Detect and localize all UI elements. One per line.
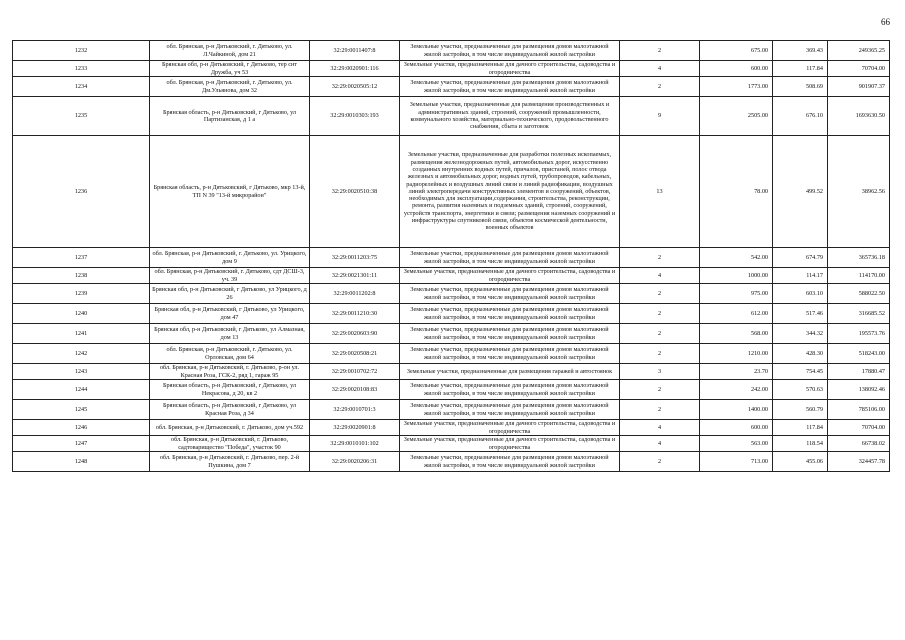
specific-value-cell: 508.69 bbox=[773, 77, 828, 97]
address-cell: Брянская обл, р-н Дятьковский, г Дятьково, ул Урицкого, д 26 bbox=[150, 284, 310, 304]
area-cell: 600.00 bbox=[700, 420, 773, 436]
group-number-cell: 2 bbox=[620, 248, 700, 268]
group-number-cell: 4 bbox=[620, 436, 700, 452]
area-cell: 675.00 bbox=[700, 41, 773, 61]
specific-value-cell: 517.46 bbox=[773, 304, 828, 324]
specific-value-cell: 117.84 bbox=[773, 61, 828, 77]
cadastral-number-cell: 32:29:0020510:38 bbox=[310, 136, 400, 248]
area-cell: 23.70 bbox=[700, 364, 773, 380]
group-number-cell: 2 bbox=[620, 452, 700, 472]
cadastral-number-cell: 32:29:0020108:83 bbox=[310, 380, 400, 400]
area-cell: 612.00 bbox=[700, 304, 773, 324]
cadastral-value-cell: 365736.18 bbox=[828, 248, 890, 268]
specific-value-cell: 455.06 bbox=[773, 452, 828, 472]
page-number: 66 bbox=[881, 17, 890, 27]
address-cell: Брянская область, р-н Дятьковский, г Дятьково, ул Красная Роза, д 34 bbox=[150, 400, 310, 420]
row-number: 1240 bbox=[13, 304, 150, 324]
group-number-cell: 2 bbox=[620, 400, 700, 420]
address-cell: Брянская обл, р-н Дятьковский, г Дятьково, тер снт Дружба, уч 53 bbox=[150, 61, 310, 77]
address-cell: обл. Брянская, р-н Дятьковский, г. Дятьково, сдт ДСШ-3, уч. 39 bbox=[150, 268, 310, 284]
cadastral-value-cell: 785106.00 bbox=[828, 400, 890, 420]
table-row bbox=[13, 41, 890, 61]
address-cell: обл. Брянская, р-н Дятьковский, г. Дятьково, ул. Урицкого, дом 9 bbox=[150, 248, 310, 268]
table-row bbox=[13, 136, 890, 248]
specific-value-cell: 114.17 bbox=[773, 268, 828, 284]
row-number: 1232 bbox=[13, 41, 150, 61]
cadastral-number-cell: 32:29:0010702:72 bbox=[310, 364, 400, 380]
cadastral-number-cell: 32:29:0021301:11 bbox=[310, 268, 400, 284]
land-use-cell: Земельные участки, предназначенные для размещения домов малоэтажной жилой застройки, в том числе индивидуальной жилой застройки bbox=[400, 324, 620, 344]
specific-value-cell: 603.10 bbox=[773, 284, 828, 304]
address-cell: Брянская обл, р-н Дятьковский, г Дятьково, ул Урицкого, дом 47 bbox=[150, 304, 310, 324]
specific-value-cell: 570.63 bbox=[773, 380, 828, 400]
specific-value-cell: 118.54 bbox=[773, 436, 828, 452]
land-use-cell: Земельные участки, предназначенные для дачного строительства, садоводства и огородничества bbox=[400, 61, 620, 77]
row-number: 1237 bbox=[13, 248, 150, 268]
table-row bbox=[13, 248, 890, 268]
specific-value-cell: 499.52 bbox=[773, 136, 828, 248]
group-number-cell: 4 bbox=[620, 61, 700, 77]
table-row bbox=[13, 436, 890, 452]
cadastral-number-cell: 32:29:0011202:8 bbox=[310, 284, 400, 304]
group-number-cell: 4 bbox=[620, 420, 700, 436]
table-row bbox=[13, 420, 890, 436]
address-cell: обл. Брянская, р-н Дятьковский, г. Дятьково, пер. 2-й Пушкина, дом 7 bbox=[150, 452, 310, 472]
cadastral-number-cell: 32:29:0011203:75 bbox=[310, 248, 400, 268]
area-cell: 563.00 bbox=[700, 436, 773, 452]
cadastral-value-cell: 70704.00 bbox=[828, 420, 890, 436]
row-number: 1241 bbox=[13, 324, 150, 344]
address-cell: Брянская область, р-н Дятьковский, г Дятьково, ул Партизанская, д 1 а bbox=[150, 97, 310, 136]
group-number-cell: 9 bbox=[620, 97, 700, 136]
cadastral-value-cell: 66738.02 bbox=[828, 436, 890, 452]
row-number: 1244 bbox=[13, 380, 150, 400]
row-number: 1234 bbox=[13, 77, 150, 97]
cadastral-value-cell: 316685.52 bbox=[828, 304, 890, 324]
land-use-cell: Земельные участки, предназначенные для размещения домов малоэтажной жилой застройки, в том числе индивидуальной жилой застройки bbox=[400, 77, 620, 97]
cadastral-value-cell: 38962.56 bbox=[828, 136, 890, 248]
area-cell: 1400.00 bbox=[700, 400, 773, 420]
land-use-cell: Земельные участки, предназначенные для дачного строительства, садоводства и огородничества bbox=[400, 268, 620, 284]
row-number: 1246 bbox=[13, 420, 150, 436]
table-row bbox=[13, 452, 890, 472]
group-number-cell: 2 bbox=[620, 344, 700, 364]
area-cell: 78.00 bbox=[700, 136, 773, 248]
row-number: 1245 bbox=[13, 400, 150, 420]
land-use-cell: Земельные участки, предназначенные для размещения домов малоэтажной жилой застройки, в том числе индивидуальной жилой застройки bbox=[400, 452, 620, 472]
area-cell: 542.00 bbox=[700, 248, 773, 268]
address-cell: обл. Брянская, р-н Дятьковский, г. Дятьково, дом уч.592 bbox=[150, 420, 310, 436]
specific-value-cell: 560.79 bbox=[773, 400, 828, 420]
address-cell: Брянская обл, р-н Дятьковский, г Дятьково, ул Алмазная, дом 13 bbox=[150, 324, 310, 344]
cadastral-value-cell: 518243.00 bbox=[828, 344, 890, 364]
cadastral-value-cell: 114170.00 bbox=[828, 268, 890, 284]
cadastral-value-cell: 138092.46 bbox=[828, 380, 890, 400]
cadastral-number-cell: 32:29:0010101:102 bbox=[310, 436, 400, 452]
table-row bbox=[13, 400, 890, 420]
cadastral-value-cell: 195573.76 bbox=[828, 324, 890, 344]
cadastral-value-cell: 901907.37 bbox=[828, 77, 890, 97]
group-number-cell: 4 bbox=[620, 268, 700, 284]
table-row bbox=[13, 77, 890, 97]
cadastral-value-cell: 249365.25 bbox=[828, 41, 890, 61]
row-number: 1235 bbox=[13, 97, 150, 136]
cadastral-number-cell: 32:29:0020206:31 bbox=[310, 452, 400, 472]
area-cell: 600.00 bbox=[700, 61, 773, 77]
group-number-cell: 2 bbox=[620, 284, 700, 304]
group-number-cell: 13 bbox=[620, 136, 700, 248]
specific-value-cell: 344.32 bbox=[773, 324, 828, 344]
row-number: 1248 bbox=[13, 452, 150, 472]
table-row bbox=[13, 268, 890, 284]
cadastral-number-cell: 32:29:0020505:12 bbox=[310, 77, 400, 97]
group-number-cell: 2 bbox=[620, 304, 700, 324]
address-cell: Брянская область, р-н Дятьковский, г Дятьково, ул Некрасова, д 20, кв 2 bbox=[150, 380, 310, 400]
table-row bbox=[13, 324, 890, 344]
row-number: 1247 bbox=[13, 436, 150, 452]
land-use-cell: Земельные участки, предназначенные для размещения домов малоэтажной жилой застройки, в том числе индивидуальной жилой застройки bbox=[400, 248, 620, 268]
address-cell: обл. Брянская, р-н Дятьковский, г. Дятьково, ул. Дм.Ульянова, дом 32 bbox=[150, 77, 310, 97]
row-number: 1243 bbox=[13, 364, 150, 380]
cadastral-number-cell: 32:29:0010701:3 bbox=[310, 400, 400, 420]
specific-value-cell: 674.79 bbox=[773, 248, 828, 268]
group-number-cell: 2 bbox=[620, 324, 700, 344]
cadastral-number-cell: 32:29:0020508:21 bbox=[310, 344, 400, 364]
cadastral-value-table bbox=[12, 40, 890, 472]
table-row bbox=[13, 97, 890, 136]
specific-value-cell: 428.30 bbox=[773, 344, 828, 364]
row-number: 1233 bbox=[13, 61, 150, 77]
cadastral-number-cell: 32:29:0020901:116 bbox=[310, 61, 400, 77]
specific-value-cell: 117.84 bbox=[773, 420, 828, 436]
land-use-cell: Земельные участки, предназначенные для размещения производственных и административных зданий, строений, сооружений промышленности, коммунального хозяйства, материально-технического, продовольственного снабжения, сбыта и заготовок bbox=[400, 97, 620, 136]
cadastral-value-cell: 1693630.50 bbox=[828, 97, 890, 136]
land-use-cell: Земельные участки, предназначенные для дачного строительства, садоводства и огородничества bbox=[400, 420, 620, 436]
cadastral-number-cell: 32:29:0020901:8 bbox=[310, 420, 400, 436]
cadastral-number-cell: 32:29:0011407:8 bbox=[310, 41, 400, 61]
specific-value-cell: 754.45 bbox=[773, 364, 828, 380]
cadastral-value-cell: 324457.78 bbox=[828, 452, 890, 472]
table-row bbox=[13, 364, 890, 380]
specific-value-cell: 676.10 bbox=[773, 97, 828, 136]
area-cell: 1773.00 bbox=[700, 77, 773, 97]
row-number: 1242 bbox=[13, 344, 150, 364]
specific-value-cell: 369.43 bbox=[773, 41, 828, 61]
group-number-cell: 2 bbox=[620, 77, 700, 97]
row-number: 1239 bbox=[13, 284, 150, 304]
address-cell: Брянская область, р-н Дятьковский, г Дятьково, мкр 13-й, ТП N 39 "13-й микрорайон" bbox=[150, 136, 310, 248]
cadastral-number-cell: 32:29:0011210:30 bbox=[310, 304, 400, 324]
land-use-cell: Земельные участки, предназначенные для разработки полезных ископаемых, размещения железнодорожных путей, автомобильных дорог, искусственно созданных внутренних водных путей, причалов, пристаней, полос отвода железных и автомобильных дорог, водных путей, трубопроводов, кабельных, радиорелейных и воздушных линий связи и линий радиофикации, воздушных линий электропередачи конструктивных элементов и сооружений, объектов, необходимых для эксплуатации,содержания, строительства, реконструкции, ремонта, развития наземных и подземных зданий, строений, сооружений, устройств транспорта, энергетики и связи; размещения наземных сооружений и инфраструктуры спутниковой связи, объектов космической деятельности, военных объектов bbox=[400, 136, 620, 248]
cadastral-number-cell: 32:29:0020603:90 bbox=[310, 324, 400, 344]
area-cell: 2505.00 bbox=[700, 97, 773, 136]
land-use-cell: Земельные участки, предназначенные для размещения домов малоэтажной жилой застройки, в том числе индивидуальной жилой застройки bbox=[400, 344, 620, 364]
row-number: 1236 bbox=[13, 136, 150, 248]
table-row bbox=[13, 380, 890, 400]
area-cell: 568.00 bbox=[700, 324, 773, 344]
table-row bbox=[13, 61, 890, 77]
land-use-cell: Земельные участки, предназначенные для размещения гаражей и автостоянок bbox=[400, 364, 620, 380]
cadastral-number-cell: 32:29:0010303:193 bbox=[310, 97, 400, 136]
land-use-cell: Земельные участки, предназначенные для дачного строительства, садоводства и огородничества bbox=[400, 436, 620, 452]
group-number-cell: 2 bbox=[620, 41, 700, 61]
table-row bbox=[13, 304, 890, 324]
address-cell: обл. Брянская, р-н Дятьковский, г. Дятьково, ул. Орловская, дом 64 bbox=[150, 344, 310, 364]
address-cell: обл. Брянская, р-н Дятьковский, г. Дятьково, ул. Л.Чайкиной, дом 21 bbox=[150, 41, 310, 61]
land-use-cell: Земельные участки, предназначенные для размещения домов малоэтажной жилой застройки, в том числе индивидуальной жилой застройки bbox=[400, 304, 620, 324]
land-use-cell: Земельные участки, предназначенные для размещения домов малоэтажной жилой застройки, в том числе индивидуальной жилой застройки bbox=[400, 284, 620, 304]
address-cell: обл. Брянская, р-н Дятьковский, г. Дятьково, садтоварищество "Победа", участок 90 bbox=[150, 436, 310, 452]
land-use-cell: Земельные участки, предназначенные для размещения домов малоэтажной жилой застройки, в том числе индивидуальной жилой застройки bbox=[400, 41, 620, 61]
cadastral-value-cell: 17880.47 bbox=[828, 364, 890, 380]
address-cell: обл. Брянская, р-н Дятьковский, г. Дятьково, р-он ул. Красная Роза, ГСК-2, ряд 1, гараж 95 bbox=[150, 364, 310, 380]
area-cell: 713.00 bbox=[700, 452, 773, 472]
land-use-cell: Земельные участки, предназначенные для размещения домов малоэтажной жилой застройки, в том числе индивидуальной жилой застройки bbox=[400, 400, 620, 420]
area-cell: 1000.00 bbox=[700, 268, 773, 284]
cadastral-value-cell: 588022.50 bbox=[828, 284, 890, 304]
group-number-cell: 2 bbox=[620, 380, 700, 400]
area-cell: 1210.00 bbox=[700, 344, 773, 364]
cadastral-value-cell: 70704.00 bbox=[828, 61, 890, 77]
table-row bbox=[13, 344, 890, 364]
table-row bbox=[13, 284, 890, 304]
area-cell: 975.00 bbox=[700, 284, 773, 304]
land-use-cell: Земельные участки, предназначенные для размещения домов малоэтажной жилой застройки, в том числе индивидуальной жилой застройки bbox=[400, 380, 620, 400]
area-cell: 242.00 bbox=[700, 380, 773, 400]
row-number: 1238 bbox=[13, 268, 150, 284]
group-number-cell: 3 bbox=[620, 364, 700, 380]
